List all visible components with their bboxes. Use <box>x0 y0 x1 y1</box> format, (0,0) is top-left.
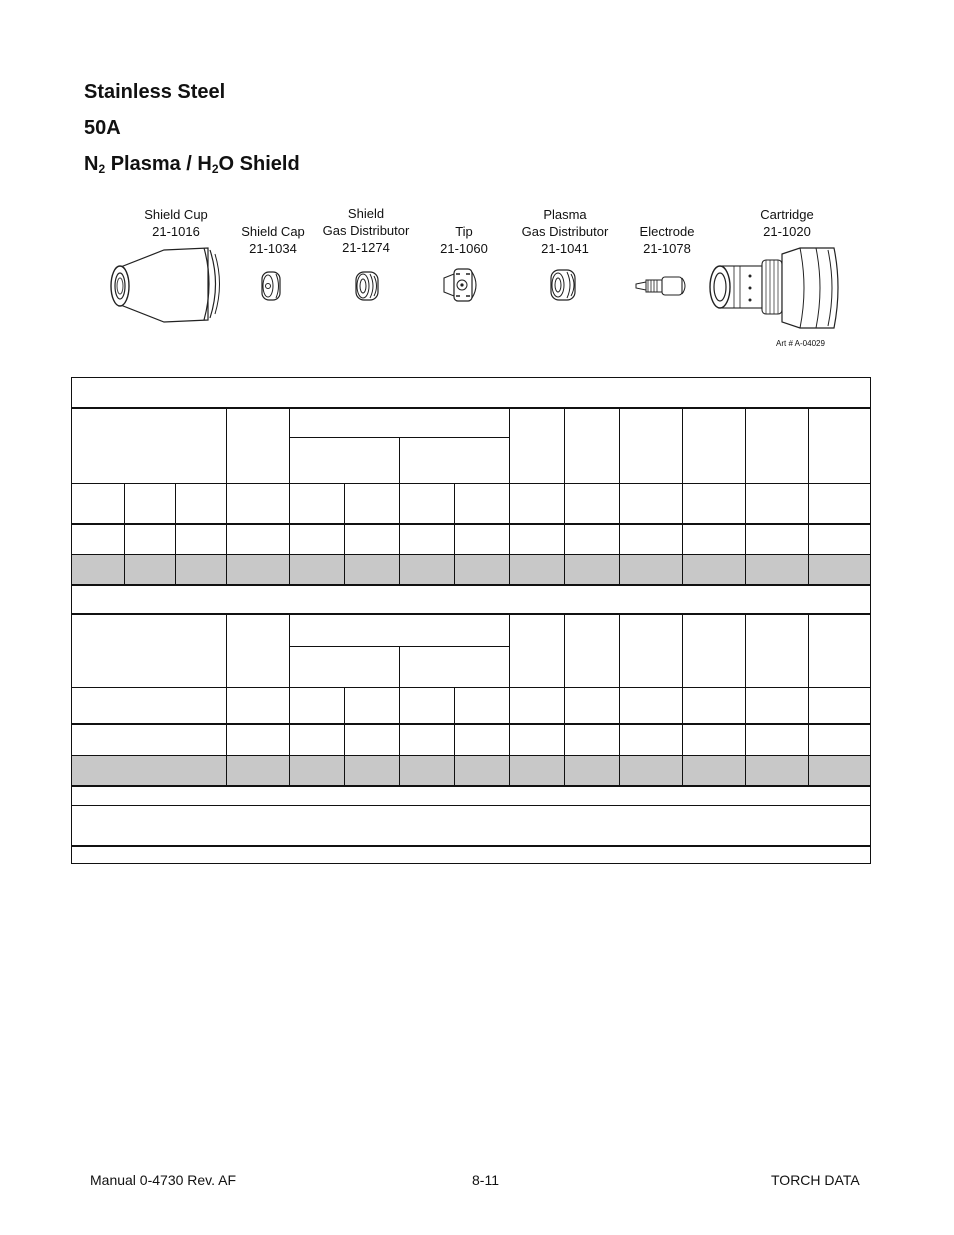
footer-section: TORCH DATA <box>771 1172 860 1188</box>
part-electrode <box>627 223 707 257</box>
art-number: Art # A-04029 <box>776 339 825 348</box>
footer-manual: Manual 0-4730 Rev. AF <box>90 1172 237 1188</box>
part-label-line2: Gas Distributor <box>322 223 410 238</box>
plasma-gas-distributor-drawing <box>548 268 580 302</box>
parameter-table <box>71 377 871 864</box>
gas-title: $N_2$ Plasma / $H_2O$ Shield <box>84 153 300 176</box>
page-title: Stainless Steel <box>84 81 226 103</box>
part-label: Shield Cup <box>144 207 208 222</box>
part-label: Electrode <box>639 224 695 239</box>
amperage-title: 50A <box>84 117 121 139</box>
part-shield-gas-distributor <box>316 205 416 256</box>
shield-gas-distributor-drawing <box>353 270 381 302</box>
part-label-line2: Gas Distributor <box>521 224 609 239</box>
part-shield-cup <box>126 206 226 240</box>
part-number: 21-1274 <box>342 240 390 255</box>
part-tip <box>430 223 498 257</box>
part-plasma-gas-distributor <box>512 206 618 257</box>
part-number: 21-1016 <box>152 224 200 239</box>
shield-cap-drawing <box>258 271 284 301</box>
part-label: Cartridge <box>760 207 814 222</box>
part-number: 21-1034 <box>249 241 297 256</box>
part-label-line1: Shield <box>347 206 385 221</box>
part-number: 21-1020 <box>763 224 811 239</box>
shield-cup-drawing <box>108 244 228 328</box>
electrode-drawing <box>634 274 690 298</box>
part-cartridge <box>742 206 832 240</box>
part-shield-cap <box>232 223 314 257</box>
cartridge-drawing <box>704 246 844 332</box>
part-number: 21-1078 <box>643 241 691 256</box>
table-row-shaded-1 <box>72 555 870 584</box>
tip-drawing <box>440 266 484 304</box>
part-label: Tip <box>455 224 473 239</box>
table-row-shaded-2 <box>72 756 870 785</box>
footer-page-number: 8-11 <box>472 1172 499 1188</box>
part-label-line1: Plasma <box>543 207 587 222</box>
part-label: Shield Cap <box>241 224 305 239</box>
part-number: 21-1041 <box>541 241 589 256</box>
part-number: 21-1060 <box>440 241 488 256</box>
